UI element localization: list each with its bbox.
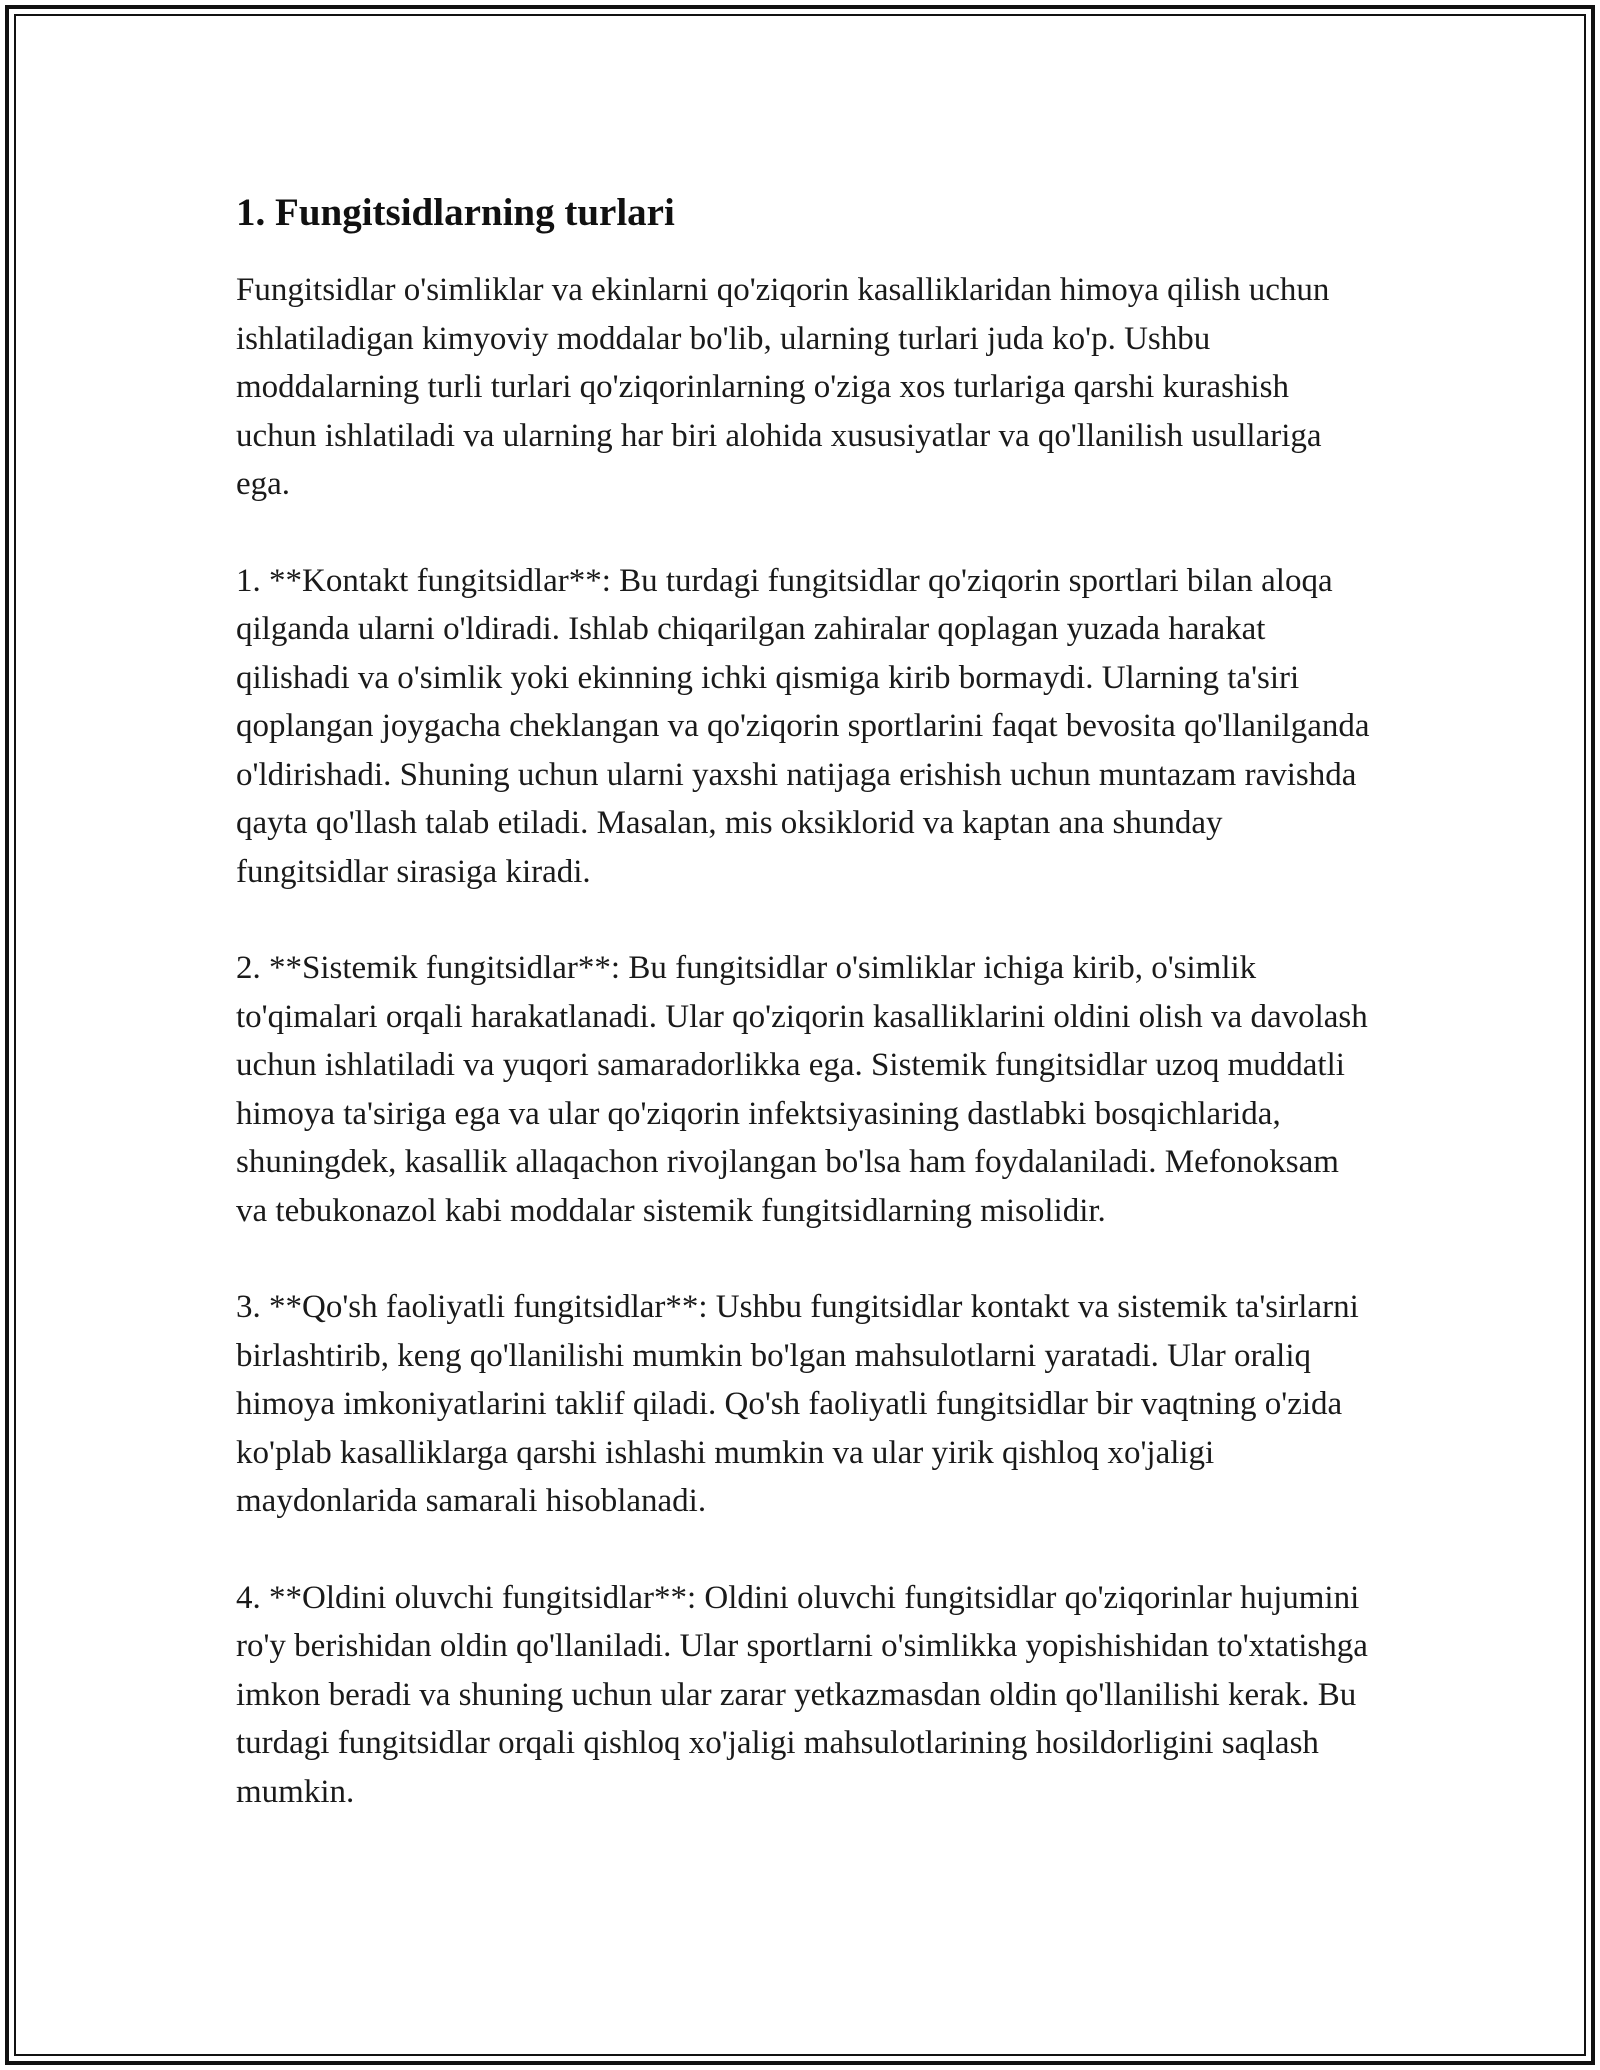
paragraph-preventive-fungicides: 4. **Oldini oluvchi fungitsidlar**: Oldini oluvchi fungitsidlar qo'ziqorinlar hujumini ro'y berishidan oldin qo'llaniladi. Ular sportlarni o'simlikka yopishishidan to'xtatishga imkon beradi va shuning uchun ular zarar yetkazmasdan oldin qo'llanilishi kerak. Bu turdagi fungitsidlar orqali qishloq xo'jaligi mahsulotlarining hosildorligini saqlash mumkin.: [236, 1579, 1368, 1810]
paragraph-dual-action-fungicides: 3. **Qo'sh faoliyatli fungitsidlar**: Ushbu fungitsidlar kontakt va sistemik ta'sirlarni birlashtirib, keng qo'llanilishi mumkin bo'lgan mahsulotlarni yaratadi. Ular oraliq himoya imkoniyatlarini taklif qiladi. Qo'sh faoliyatli fungitsidlar bir vaqtning o'zida ko'plab kasalliklarga qarshi ishlashi mumkin va ular yirik qishloq xo'jaligi maydonlarida samarali hisoblanadi.: [236, 1289, 1359, 1519]
section-heading: 1. Fungitsidlarning turlari: [236, 191, 675, 234]
paragraph-systemic-fungicides: 2. **Sistemik fungitsidlar**: Bu fungitsidlar o'simliklar ichiga kirib, o'simlik to'qimalari orqali harakatlanadi. Ular qo'ziqorin kasalliklarini oldini olish va davolash uchun ishlatiladi va yuqori samaradorlikka ega. Sistemik fungitsidlar uzoq muddatli himoya ta'siriga ega va ular qo'ziqorin infektsiyasining dastlabki bosqichlarida, shuningdek, kasallik allaqachon rivojlangan bo'lsa ham foydalaniladi. Mefonoksam va tebukonazol kabi moddalar sistemik fungitsidlarning misolidir.: [236, 950, 1368, 1229]
paragraph-contact-fungicides: 1. **Kontakt fungitsidlar**: Bu turdagi fungitsidlar qo'ziqorin sportlari bilan aloqa qilganda ularni o'ldiradi. Ishlab chiqarilgan zahiralar qoplagan yuzada harakat qilishadi va o'simlik yoki ekinning ichki qismiga kirib bormaydi. Ularning ta'siri qoplangan joygacha cheklangan va qo'ziqorin sportlarini faqat bevosita qo'llanilganda o'ldirishadi. Shuning uchun ularni yaxshi natijaga erishish uchun muntazam ravishda qayta qo'llash talab etiladi. Masalan, mis oksiklorid va kaptan ana shunday fungitsidlar sirasiga kiradi.: [236, 562, 1370, 890]
document-body: [236, 188, 1376, 1864]
intro-paragraph: Fungitsidlar o'simliklar va ekinlarni qo'ziqorin kasalliklaridan himoya qilish uchun ishlatiladigan kimyoviy moddalar bo'lib, ularning turlari juda ko'p. Ushbu moddalarning turli turlari qo'ziqorinlarning o'ziga xos turlariga qarshi kurashish uchun ishlatiladi va ularning har biri alohida xususiyatlar va qo'llanilish usullariga ega.: [236, 272, 1330, 502]
